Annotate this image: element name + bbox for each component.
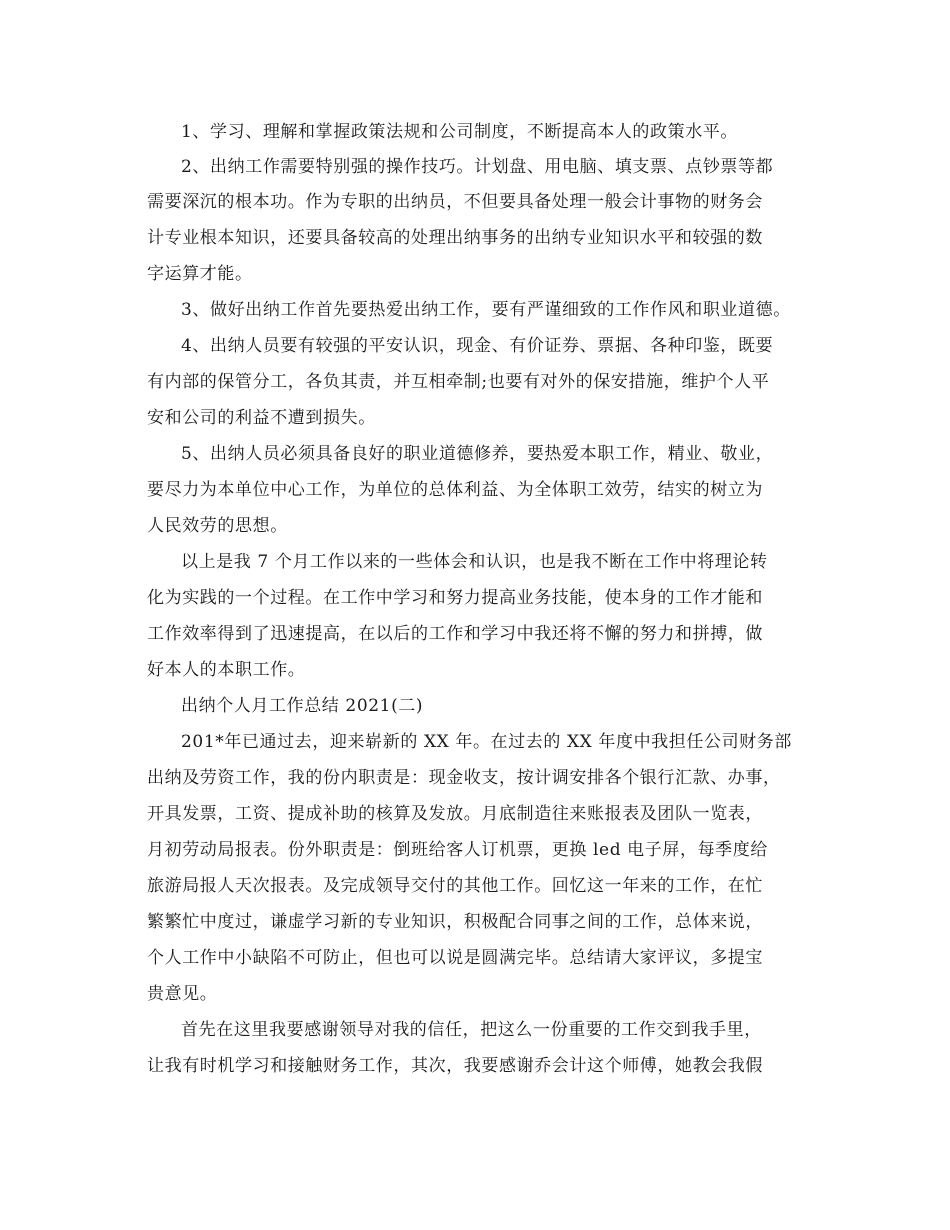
text-line: 有内部的保管分工，各负其责，并互相牵制;也要有对外的保安措施，维护个人平 xyxy=(147,372,770,392)
text-line: 出纳及劳资工作，我的份内职责是：现金收支，按计调安排各个银行汇款、办事， xyxy=(147,768,781,788)
text-line: 好本人的本职工作。 xyxy=(147,660,306,680)
text-line: 计专业根本知识，还要具备较高的处理出纳事务的出纳专业知识水平和较强的数 xyxy=(147,228,763,248)
text-line: 开具发票，工资、提成补助的核算及发放。月底制造往来账报表及团队一览表， xyxy=(147,804,763,824)
text-line: 2、出纳工作需要特别强的操作技巧。计划盘、用电脑、填支票、点钞票等都 xyxy=(181,157,774,177)
text-line: 首先在这里我要感谢领导对我的信任，把这么一份重要的工作交到我手里， xyxy=(181,1020,762,1040)
section-heading: 出纳个人月工作总结 2021(二) xyxy=(181,696,424,716)
text-line: 让我有时机学习和接触财务工作，其次，我要感谢乔会计这个师傅，她教会我假 xyxy=(147,1056,763,1076)
text-line: 1、学习、理解和掌握政策法规和公司制度，不断提高本人的政策水平。 xyxy=(181,122,739,142)
text-line: 个人工作中小缺陷不可防止，但也可以说是圆满完毕。总结请大家评议，多提宝 xyxy=(147,948,763,968)
text-line: 5、出纳人员必须具备良好的职业道德修养，要热爱本职工作，精业、敬业， xyxy=(181,444,774,464)
text-line: 旅游局报人天次报表。及完成领导交付的其他工作。回忆这一年来的工作，在忙 xyxy=(147,876,763,896)
text-line: 要尽力为本单位中心工作，为单位的总体利益、为全体职工效劳，结实的树立为 xyxy=(147,480,763,500)
text-line: 201*年已通过去，迎来崭新的 XX 年。在过去的 XX 年度中我担任公司财务部 xyxy=(181,732,792,752)
text-line: 字运算才能。 xyxy=(147,264,253,284)
text-line: 繁繁忙中度过，谦虚学习新的专业知识，积极配合同事之间的工作，总体来说， xyxy=(147,912,763,932)
text-line: 需要深沉的根本功。作为专职的出纳员，不但要具备处理一般会计事物的财务会 xyxy=(147,192,763,212)
text-line: 4、出纳人员要有较强的平安认识，现金、有价证券、票据、各种印鉴，既要 xyxy=(181,336,774,356)
text-line: 月初劳动局报表。份外职责是：倒班给客人订机票，更换 led 电子屏，每季度给 xyxy=(147,840,768,860)
text-line: 以上是我 7 个月工作以来的一些体会和认识，也是我不断在工作中将理论转 xyxy=(181,552,768,572)
text-line: 工作效率得到了迅速提高，在以后的工作和学习中我还将不懈的努力和拼搏，做 xyxy=(147,624,763,644)
text-line: 贵意见。 xyxy=(147,984,218,1004)
text-line: 安和公司的利益不遭到损失。 xyxy=(147,408,376,428)
text-line: 3、做好出纳工作首先要热爱出纳工作，要有严谨细致的工作作风和职业道德。 xyxy=(181,300,791,320)
text-line: 人民效劳的思想。 xyxy=(147,516,288,536)
text-line: 化为实践的一个过程。在工作中学习和努力提高业务技能，使本身的工作才能和 xyxy=(147,588,763,608)
